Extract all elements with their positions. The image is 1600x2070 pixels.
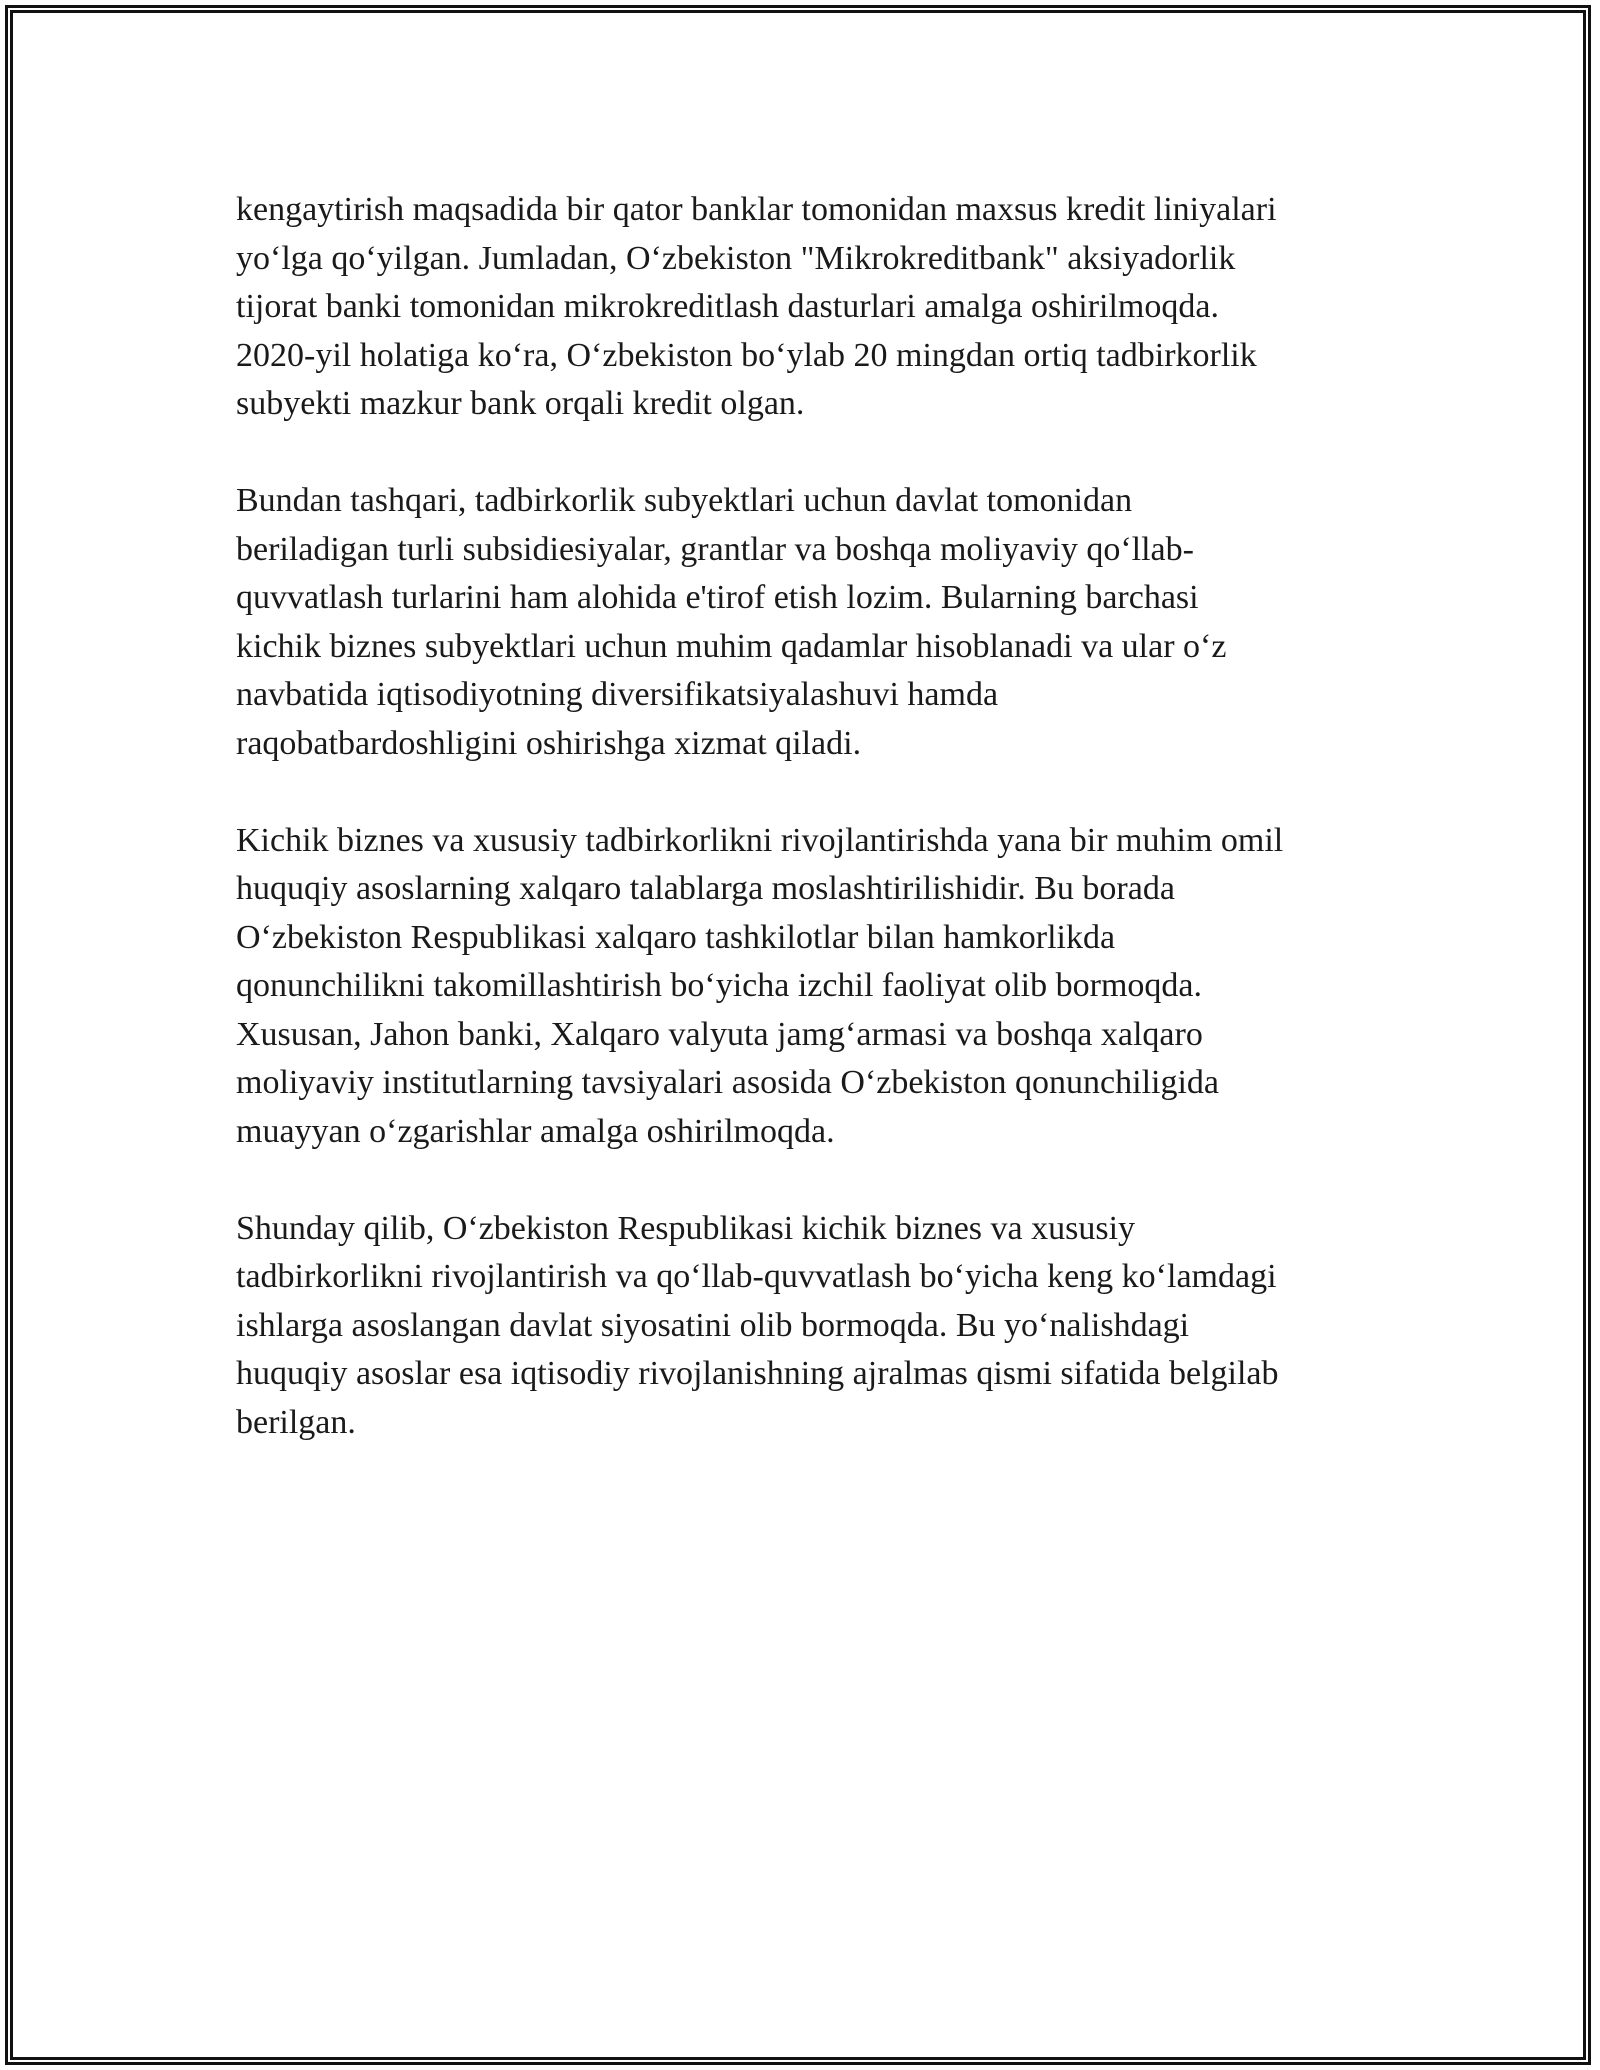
paragraph-2 — [236, 477, 1386, 768]
paragraph-line: huquqiy asoslar esa iqtisodiy rivojlanishning ajralmas qismi sifatida belgilab — [236, 1355, 1279, 1392]
paragraph-line: subyekti mazkur bank orqali kredit olgan. — [236, 385, 805, 422]
paragraph-line: tadbirkorlikni rivojlantirish va qo‘llab-quvvatlash bo‘yicha keng ko‘lamdagi — [236, 1258, 1277, 1295]
paragraph-1 — [236, 186, 1386, 429]
paragraph-line: Xususan, Jahon banki, Xalqaro valyuta jamg‘armasi va boshqa xalqaro — [236, 1015, 1203, 1053]
paragraph-line: Shunday qilib, O‘zbekiston Respublikasi kichik biznes va xususiy — [236, 1209, 1136, 1247]
paragraph-line: O‘zbekiston Respublikasi xalqaro tashkilotlar bilan hamkorlikda — [236, 918, 1116, 956]
paragraph-line: moliyaviy institutlarning tavsiyalari asosida O‘zbekiston qonunchiligida — [236, 1064, 1219, 1101]
paragraph-line: 2020-yil holatiga ko‘ra, O‘zbekiston bo‘ylab 20 mingdan ortiq tadbirkorlik — [236, 336, 1257, 374]
paragraph-line: berilgan. — [236, 1403, 356, 1441]
paragraph-line: qonunchilikni takomillashtirish bo‘yicha izchil faoliyat olib bormoqda. — [236, 967, 1202, 1004]
paragraph-line: muayyan o‘zgarishlar amalga oshirilmoqda. — [236, 1112, 835, 1150]
paragraph-line: navbatida iqtisodiyotning diversifikatsiyalashuvi hamda — [236, 676, 999, 713]
paragraph-line: kichik biznes subyektlari uchun muhim qadamlar hisoblanadi va ular o‘z — [236, 627, 1227, 665]
paragraph-line: huquqiy asoslarning xalqaro talablarga moslashtirilishidir. Bu borada — [236, 870, 1175, 907]
paragraph-line: beriladigan turli subsidiesiyalar, grantlar va boshqa moliyaviy qo‘llab- — [236, 530, 1194, 568]
paragraph-line: Bundan tashqari, tadbirkorlik subyektlari uchun davlat tomonidan — [236, 482, 1133, 519]
paragraph-3 — [236, 817, 1386, 1157]
paragraph-line: tijorat banki tomonidan mikrokreditlash dasturlari amalga oshirilmoqda. — [236, 288, 1219, 325]
paragraph-4 — [236, 1205, 1386, 1448]
document-body — [236, 186, 1386, 1496]
paragraph-line: raqobatbardoshligini oshirishga xizmat qiladi. — [236, 724, 862, 762]
paragraph-line: kengaytirish maqsadida bir qator banklar tomonidan maxsus kredit liniyalari — [236, 191, 1277, 228]
paragraph-line: quvvatlash turlarini ham alohida e'tirof etish lozim. Bularning barchasi — [236, 579, 1199, 616]
paragraph-line: Kichik biznes va xususiy tadbirkorlikni rivojlantirishda yana bir muhim omil — [236, 821, 1284, 859]
paragraph-line: yo‘lga qo‘yilgan. Jumladan, O‘zbekiston "Mikrokreditbank" aksiyadorlik — [236, 239, 1236, 277]
paragraph-line: ishlarga asoslangan davlat siyosatini olib bormoqda. Bu yo‘nalishdagi — [236, 1306, 1190, 1344]
